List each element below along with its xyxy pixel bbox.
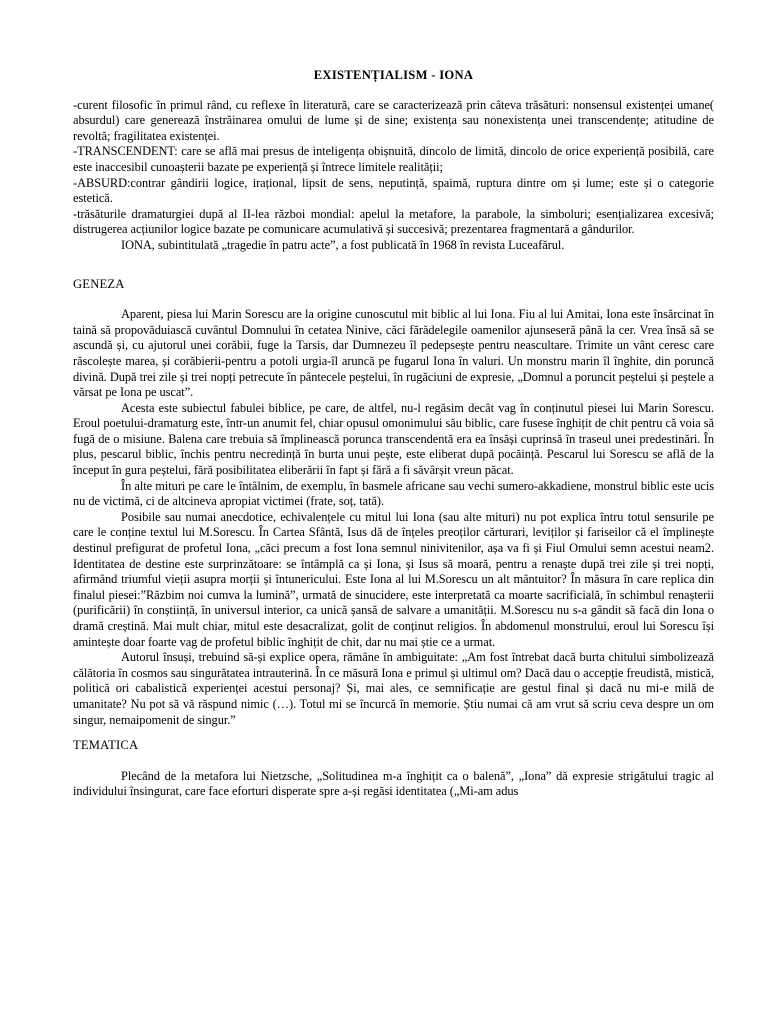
body-paragraph: Autorul însuși, trebuind să-și explice opera, rămâne în ambiguitate: „Am fost întrebat dacă burta chitului simbolizează călătoria în cosmos sau singurătatea intrauterină. În ce măsură Iona e primul și ultimul om? Dacă dau o accepție freudistă, mistică, politică ori cabalistică experienței acestui personaj? Și, mai ales, ce semnificație are gestul final și dacă nu mi-e milă de umanitate? Nu pot să vă răspund nimic (…). Totul mi se încurcă în memorie. Știu numai că am vrut să scriu ceva despre un om singur, nemaipomenit de singur.”	[73, 650, 714, 727]
body-paragraph: Acesta este subiectul fabulei biblice, pe care, de altfel, nu-l regăsim decât vag în conținutul piesei lui Marin Sorescu. Eroul poetului-dramaturg este, într-un anumit fel, chiar opusul omonimului său biblic, care fusese înghițit de chit pentru că voia să fugă de o misiune. Balena care trebuia să împlinească porunca transcendentă era ea însăși cuprinsă în traseul unei predestinări. În plus, pescarul biblic, închis pentru necredință în burta unui pește, este eliberat după pocăință. Pescarul lui Sorescu se află de la început în gura peștelui, fără posibilitatea eliberării în fapt și fără a fi săvârșit vreun păcat.	[73, 400, 714, 478]
intro-paragraph: -ABSURD:contrar gândirii logice, irațional, lipsit de sens, neputință, spaimă, ruptura dintre om și lume; este și o categorie estetică.	[73, 175, 714, 206]
document-title: EXISTENȚIALISM - IONA	[313, 68, 474, 82]
section-tematica	[73, 738, 714, 800]
section-geneza	[73, 277, 714, 729]
section-heading: TEMATICA	[73, 738, 139, 753]
body-paragraph: Posibile sau numai anecdotice, echivalențele cu mitul lui Iona (sau alte mituri) nu pot explica întru totul sensurile pe care le conține textul lui M.Sorescu. În Cartea Sfântă, Isus dă de înțeles preoților cărturari, leviților și fariseilor că el împlinește destinul prefigurat de profetul Iona, „căci precum a fost Iona semnul ninivitenilor, așa va fi și Fiul Omului semn acestui neam2. Identitatea de destine este surprinzătoare: se întâmplă ca și Iona, și Isus să moară, pentru a renaște după trei zile și trei nopți, afirmând triumful vieții asupra morții și întunericului. Este Iona al lui M.Sorescu un alt mântuitor? În măsura în care replica din finalul piesei:”Răzbim noi cumva la lumină”, urmată de sinucidere, este interpretată ca moarte sacrificială, în schimbul renașterii (purificării) în conștiință, în universul interior, ca unică șansă de salvare a umanității. M.Sorescu nu s-a gândit să facă din Iona o dramă creștină. Mai mult chiar, mitul este desacralizat, golit de conținut religios. În abdomenul monstrului, eroul lui Sorescu își amintește doar foarte vag de profetul biblic înghițit de chit, dar nu mai știe ce a urmat.	[73, 509, 714, 649]
body-paragraph: În alte mituri pe care le întâlnim, de exemplu, în basmele africane sau vechi sumero-akkadiene, monstrul biblic este ucis nu de victimă, ci de altcineva apropiat victimei (frate, soț, tată).	[73, 478, 714, 509]
intro-paragraph: -TRANSCENDENT: care se află mai presus de inteligența obișnuită, dincolo de limită, dincolo de orice experiență posibilă, care este inaccesibil cunoașterii bazate pe experiență și întrece limitele realității;	[73, 144, 714, 174]
body-paragraph: Plecând de la metafora lui Nietzsche, „Solitudinea m-a înghițit ca o balenă”, „Iona” dă expresie strigătului tragic al individului însingurat, care face eforturi disperate spre a-și regăsi identitatea („Mi-am adus	[73, 768, 714, 799]
body-paragraph: Aparent, piesa lui Marin Sorescu are la origine cunoscutul mit biblic al lui Iona. Fiu al lui Amitai, Iona este însărcinat în taină să propovăduiască cuvântul Domnului în cetatea Ninive, căci fărădelegile oamenilor ajunseseră până la cer. Vrea însă să se ascundă și, cu ajutorul unei corăbii, fuge la Tarsis, dar Dumnezeu îl pedepsește pentru neascultare. Trimite un vânt ceresc care răscolește marea, și corăbierii-pentru a potoli urgia-îl aruncă pe fugarul Iona în valuri. Un monstru marin îl înghite, din poruncă divină. După trei zile și trei nopți petrecute în pântecele peștelui, în rugăciuni de expresie, „Domnul a poruncit peștelui și peștele a vărsat pe Iona pe uscat”.	[73, 307, 714, 400]
section-heading: GENEZA	[73, 276, 125, 291]
intro-paragraph: -trăsăturile dramaturgiei după al II-lea război mondial: apelul la metafore, la parabole, la simboluri; esențializarea excesivă; distrugerea acțiunilor logice bazate pe comunicare acumulativă și succesivă; prezentarea fragmentară a gândurilor.	[73, 206, 714, 237]
intro-paragraph: -curent filosofic în primul rând, cu reflexe în literatură, care se caracterizează prin câteva trăsături: nonsensul existenței umane( absurdul) care generează înstrăinarea omului de lume și de sine; existența sau nonexistența unei transcendențe; atitudine de revoltă; fragilitatea existenței.	[73, 97, 714, 143]
intro-paragraph: IONA, subintitulată „tragedie în patru acte”, a fost publicată în 1968 în revista Luceafărul.	[121, 237, 565, 252]
intro-block	[73, 98, 714, 254]
